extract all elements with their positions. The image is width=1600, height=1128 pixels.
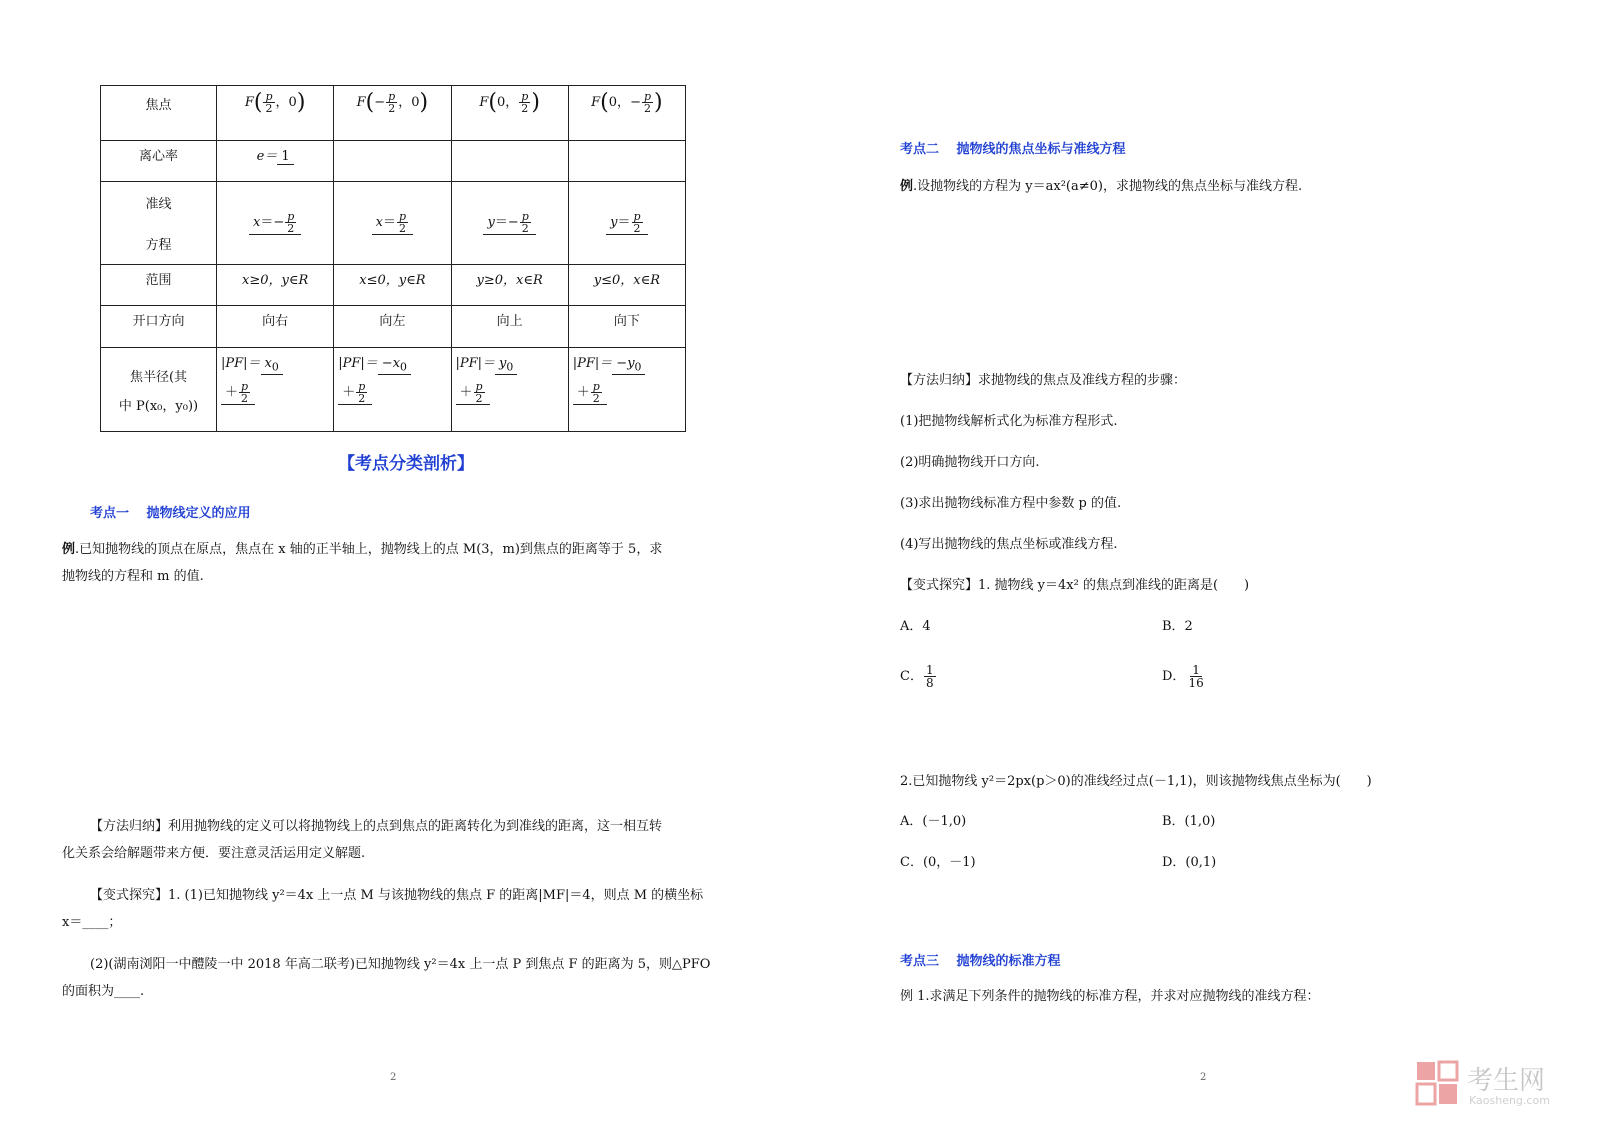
option-b: B．(1,0)	[1162, 814, 1216, 829]
question-1: 【变式探究】1. 抛物线 y＝4x² 的焦点到准线的距离是( )	[900, 578, 1250, 593]
topic-heading: 考点三 抛物线的标准方程	[900, 954, 1061, 969]
table-cell: F( $\frac{p}{2}$ ，0)	[217, 86, 334, 141]
row-label: 开口方向	[101, 306, 217, 348]
table-row	[101, 306, 686, 348]
option-d: D．(0,1)	[1162, 855, 1217, 870]
table-cell: $|PF|= -y_0$ ＋ $\frac{p}{2}$	[568, 348, 685, 432]
method-summary: 【方法归纳】求抛物线的焦点及准线方程的步骤：	[900, 373, 1187, 388]
watermark-url: Kaosheng.com	[1469, 1094, 1550, 1107]
table-row	[101, 265, 686, 306]
variant-exercise-1: 【变式探究】1. (1)已知抛物线 y²＝4x 上一点 M 与该抛物线的焦点 F 的距离|MF|＝4，则点 M 的横坐标 x＝____；	[62, 888, 704, 930]
table-row	[101, 348, 686, 432]
page-number: 2	[1200, 1072, 1207, 1083]
table-cell: y≤0，x∈R	[568, 265, 685, 306]
row-label: 准线 方程	[101, 182, 217, 265]
table-cell	[568, 141, 685, 182]
parabola-properties-table	[100, 85, 686, 432]
table-cell: x＝ $\frac{p}{2}$	[334, 182, 451, 265]
logo-icon	[1415, 1060, 1461, 1108]
page-number: 2	[390, 1072, 397, 1083]
table-cell: x≤0，y∈R	[334, 265, 451, 306]
row-label: 焦半径(其 中 P(x₀，y₀))	[101, 348, 217, 432]
table-cell: 向左	[334, 306, 451, 348]
table-cell: F(0， $\frac{p}{2}$ )	[451, 86, 568, 141]
method-step: (1)把抛物线解析式化为标准方程形式.	[900, 414, 1118, 429]
table-cell: 向下	[568, 306, 685, 348]
table-cell: F(− $\frac{p}{2}$ ，0)	[334, 86, 451, 141]
option-a: A．4	[900, 619, 931, 634]
example-paragraph: 例.设抛物线的方程为 y＝ax²(a≠0)，求抛物线的焦点坐标与准线方程.	[900, 179, 1303, 194]
table-row	[101, 182, 686, 265]
option-c: C． $\frac{1}{8}$	[900, 663, 934, 690]
row-label: 离心率	[101, 141, 217, 182]
row-label: 范围	[101, 265, 217, 306]
table-cell: $|PF|= -x_0$ ＋ $\frac{p}{2}$	[334, 348, 451, 432]
table-cell: $|PF|= y_0$ ＋ $\frac{p}{2}$	[451, 348, 568, 432]
table-cell	[451, 141, 568, 182]
table-cell: y≥0，x∈R	[451, 265, 568, 306]
watermark-text: 考生网	[1467, 1066, 1546, 1096]
example-paragraph: 例 1.求满足下列条件的抛物线的标准方程，并求对应抛物线的准线方程：	[900, 989, 1320, 1004]
option-a: A．(－1,0)	[900, 814, 967, 829]
example-paragraph: 例.已知抛物线的顶点在原点，焦点在 x 轴的正半轴上，抛物线上的点 M(3，m)到焦点的距离等于 5，求 抛物线的方程和 m 的值.	[62, 542, 663, 584]
table-cell: F(0，− $\frac{p}{2}$ )	[568, 86, 685, 141]
table-row	[101, 86, 686, 141]
section-title: 【考点分类剖析】	[338, 454, 474, 474]
option-b: B．2	[1162, 619, 1193, 634]
topic-heading: 考点二 抛物线的焦点坐标与准线方程	[900, 142, 1126, 157]
method-step: (4)写出抛物线的焦点坐标或准线方程.	[900, 537, 1118, 552]
table-cell: e＝ 1	[217, 141, 334, 182]
table-cell: y＝− $\frac{p}{2}$	[451, 182, 568, 265]
table-cell: 向右	[217, 306, 334, 348]
row-label: 焦点	[101, 86, 217, 141]
table-cell: x＝− $\frac{p}{2}$	[217, 182, 334, 265]
table-cell: y＝ $\frac{p}{2}$	[568, 182, 685, 265]
topic-heading: 考点一 抛物线定义的应用	[90, 506, 251, 521]
option-c: C．(0，－1)	[900, 855, 976, 870]
method-step: (2)明确抛物线开口方向.	[900, 455, 1040, 470]
option-d: D． $\frac{1}{16}$	[1162, 663, 1204, 690]
variant-exercise-2: (2)(湖南浏阳一中醴陵一中 2018 年高二联考)已知抛物线 y²＝4x 上一点 P 到焦点 F 的距离为 5，则△PFO 的面积为____.	[62, 957, 711, 999]
watermark-logo	[1415, 1060, 1585, 1112]
table-row	[101, 141, 686, 182]
question-2: 2.已知抛物线 y²＝2px(p＞0)的准线经过点(－1,1)，则该抛物线焦点坐标为( )	[900, 774, 1372, 789]
table-cell: 向上	[451, 306, 568, 348]
method-step: (3)求出抛物线标准方程中参数 p 的值.	[900, 496, 1122, 511]
table-cell	[334, 141, 451, 182]
table-cell: x≥0，y∈R	[217, 265, 334, 306]
method-summary: 【方法归纳】利用抛物线的定义可以将抛物线上的点到焦点的距离转化为到准线的距离，这一相互转 化关系会给解题带来方便．要注意灵活运用定义解题.	[62, 819, 663, 861]
table-cell: $|PF|= x_0$ ＋ $\frac{p}{2}$	[217, 348, 334, 432]
